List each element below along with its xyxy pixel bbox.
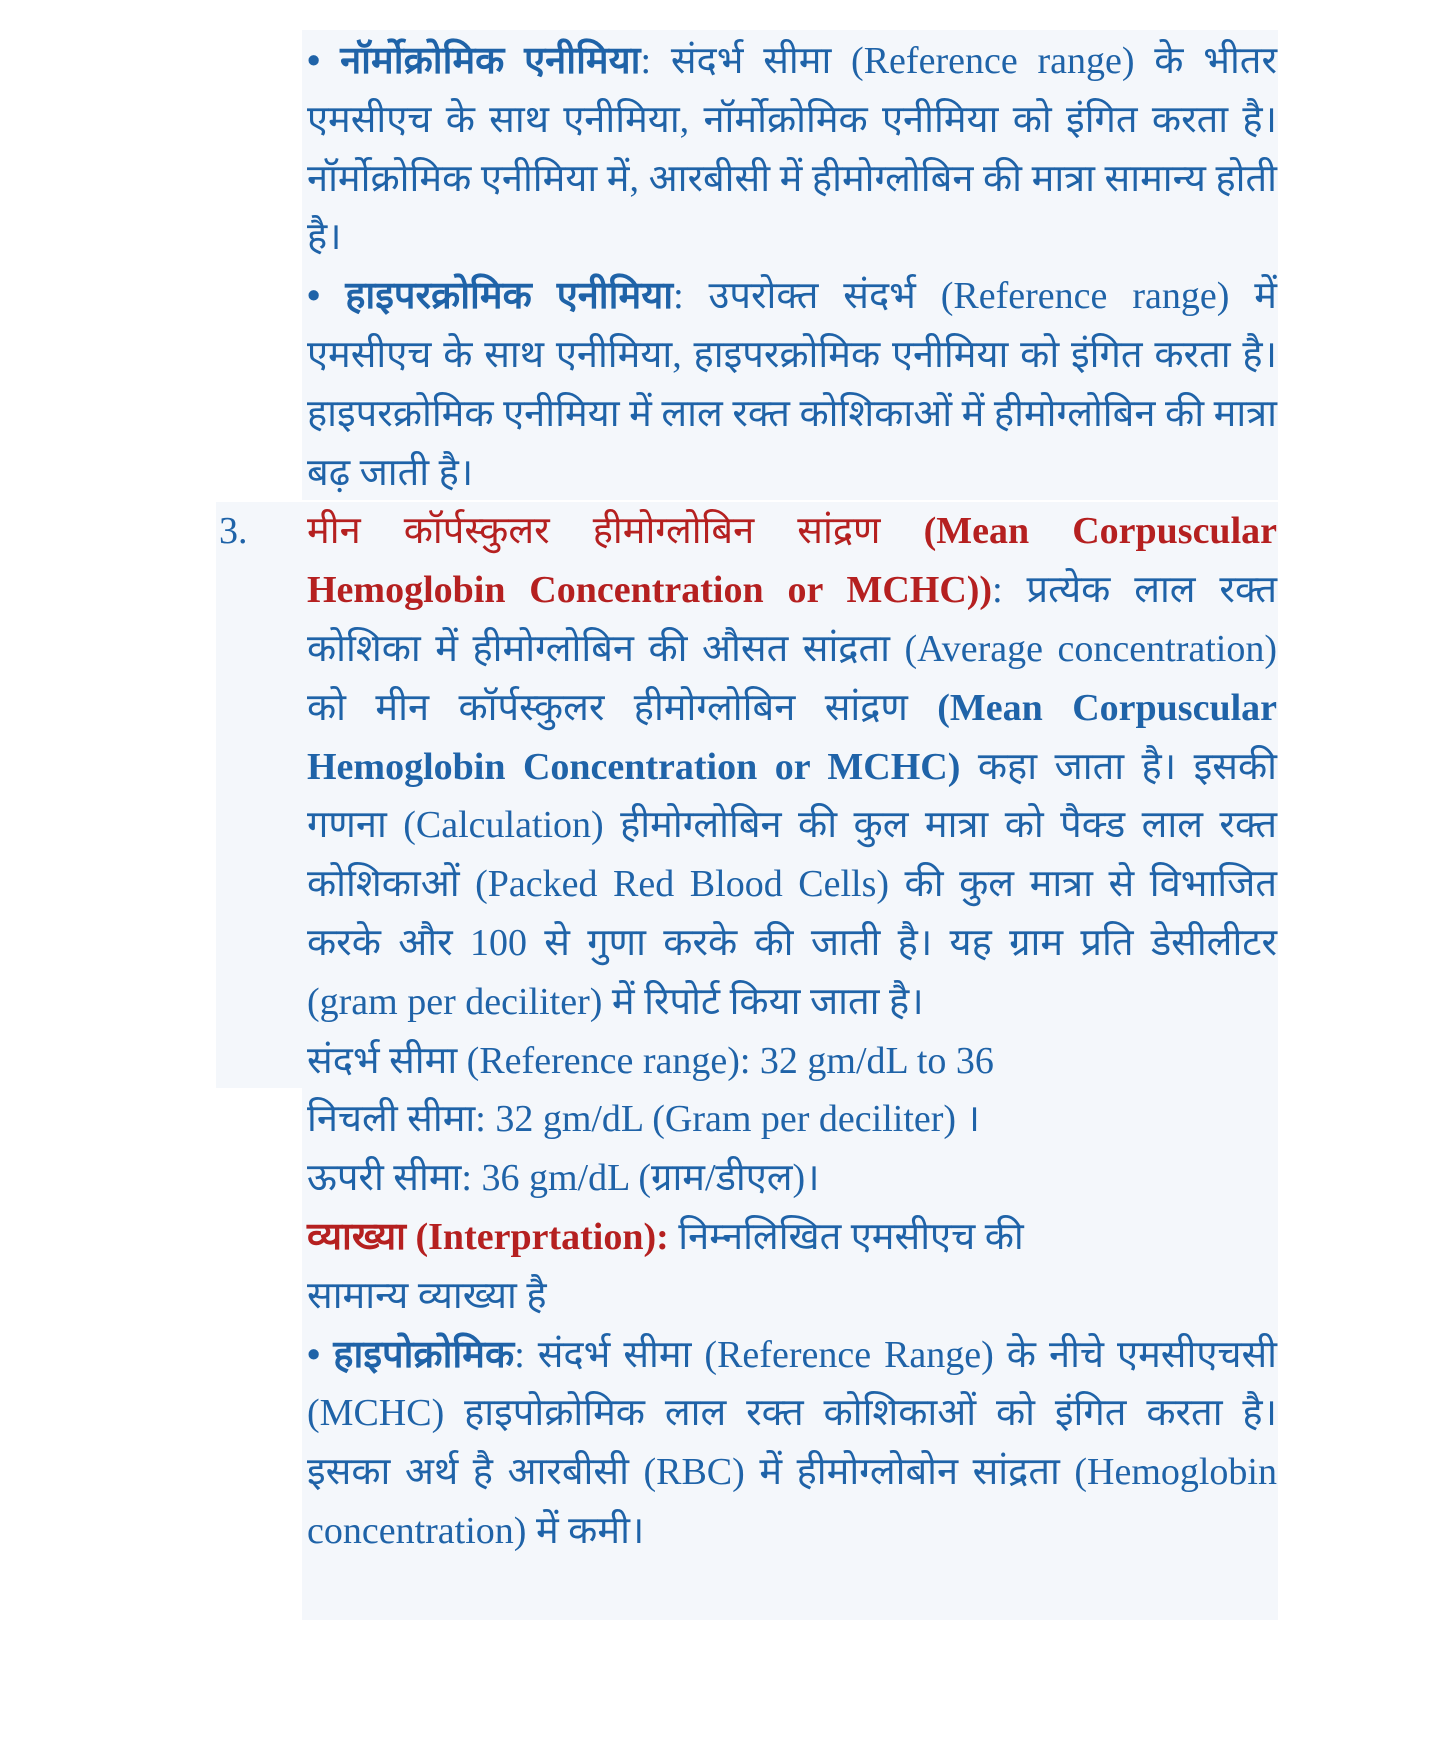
mchc-body-part-1: : प्रत्येक लाल रक्त कोशिका में हीमोग्लोबिन की औसत सांद्रता (Average concentration) को मीन कॉर्पस्कुलर हीमोग्लोबिन सांद्रण <box>307 569 1277 729</box>
interpretation-line-2: सामान्य व्याख्या है <box>307 1274 547 1317</box>
mchc-title-english: (Mean Corpuscular Hemoglobin Concentration or MCHC)) <box>307 510 1277 612</box>
section-number: 3. <box>219 510 248 553</box>
normochromic-paragraph <box>307 32 1277 267</box>
mchc-body-part-2: कहा जाता है। इसकी गणना (Calculation) हीमोग्लोबिन की कुल मात्रा को पैक्ड लाल रक्त कोशिकाओं (Packed Red Blood Cells) की कुल मात्रा से विभाजित करके और 100 से गुणा करके की जाती है। यह ग्राम प्रति डेसीलीटर (gram per deciliter) में रिपोर्ट किया जाता है। <box>307 745 1277 1023</box>
mchc-section <box>219 502 1277 1031</box>
mchc-body-bold-term: (Mean Corpuscular Hemoglobin Concentration or MCHC) <box>307 686 1277 788</box>
hypochromic-body: : संदर्भ सीमा (Reference Range) के नीचे एमसीएचसी (MCHC) हाइपोक्रोमिक लाल रक्त कोशिकाओं को इंगित करता है। इसका अर्थ है आरबीसी (RBC) में हीमोग्लोबोन सांद्रता (Hemoglobin concentration) में कमी। <box>307 1333 1277 1552</box>
hypochromic-title: • हाइपोक्रोमिक <box>307 1333 515 1376</box>
normochromic-title: • नॉर्मोक्रोमिक एनीमिया <box>307 40 641 82</box>
hyperchromic-paragraph <box>307 267 1277 502</box>
interpretation-line-1 <box>307 1208 1277 1267</box>
upper-limit-line: ऊपरी सीमा: 36 gm/dL (ग्राम/डीएल)। <box>307 1157 820 1200</box>
hyperchromic-title: • हाइपरक्रोमिक एनीमिया <box>307 275 674 318</box>
hyperchromic-body: : उपरोक्त संदर्भ (Reference range) में एमसीएच के साथ एनीमिया, हाइपरक्रोमिक एनीमिया को इंगित करता है। हाइपरक्रोमिक एनीमिया में लाल रक्त कोशिकाओं में हीमोग्लोबिन की मात्रा बढ़ जाती है। <box>307 275 1277 494</box>
document-body <box>219 32 1277 1561</box>
reference-range-line: संदर्भ सीमा (Reference range): 32 gm/dL to 36 <box>307 1039 994 1082</box>
interpretation-body-1: निम्नलिखित एमसीएच की <box>668 1215 1024 1258</box>
hypochromic-paragraph <box>307 1326 1277 1561</box>
mchc-title-hindi: मीन कॉर्पस्कुलर हीमोग्लोबिन सांद्रण <box>307 510 924 553</box>
interpretation-title: व्याख्या (Interprtation): <box>307 1215 669 1258</box>
normochromic-body: : संदर्भ सीमा (Reference range) के भीतर एमसीएच के साथ एनीमिया, नॉर्मोक्रोमिक एनीमिया को इंगित करता है। नॉर्मोक्रोमिक एनीमिया में, आरबीसी में हीमोग्लोबिन की मात्रा सामान्य होती है। <box>307 40 1277 259</box>
lower-limit-line: निचली सीमा: 32 gm/dL (Gram per deciliter) । <box>307 1098 980 1141</box>
